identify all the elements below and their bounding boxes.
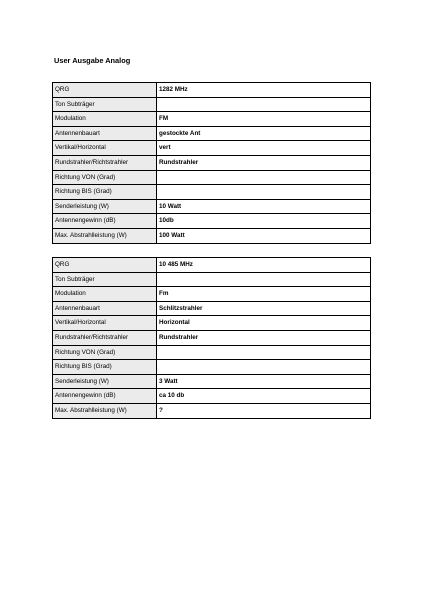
- row-label: Antennenbauart: [53, 126, 157, 141]
- table-row: [53, 403, 371, 418]
- row-value: 10 Watt: [157, 199, 371, 214]
- row-label: Rundstrahler/Richtstrahler: [53, 155, 157, 170]
- row-label: QRG: [53, 83, 157, 98]
- row-label: Max. Abstrahlleistung (W): [53, 403, 157, 418]
- row-value: Rundstrahler: [157, 330, 371, 345]
- table-row: [53, 316, 371, 331]
- table-row: [53, 330, 371, 345]
- spec-table-1: [52, 82, 371, 244]
- table-row: [53, 360, 371, 375]
- table-row: [53, 83, 371, 98]
- row-value: [157, 360, 371, 375]
- row-value: gestockte Ant: [157, 126, 371, 141]
- row-label: Antennenbauart: [53, 301, 157, 316]
- row-value: Rundstrahler: [157, 155, 371, 170]
- row-label: Richtung VON (Grad): [53, 170, 157, 185]
- table-row: [53, 170, 371, 185]
- row-value: ?: [157, 403, 371, 418]
- row-value: Horizontal: [157, 316, 371, 331]
- table-row: [53, 389, 371, 404]
- table-row: [53, 214, 371, 229]
- row-value: Schlitzstrahler: [157, 301, 371, 316]
- table-row: [53, 258, 371, 273]
- table-row: [53, 126, 371, 141]
- table-row: [53, 374, 371, 389]
- row-label: Vertikal/Horizontal: [53, 141, 157, 156]
- row-label: Modulation: [53, 287, 157, 302]
- table-row: [53, 185, 371, 200]
- row-value: Fm: [157, 287, 371, 302]
- table-row: [53, 155, 371, 170]
- row-label: Vertikal/Horizontal: [53, 316, 157, 331]
- row-value: 10db: [157, 214, 371, 229]
- table-row: [53, 97, 371, 112]
- row-value: ca 10 db: [157, 389, 371, 404]
- table-row: [53, 112, 371, 127]
- row-label: Senderleistung (W): [53, 374, 157, 389]
- row-value: 1282 MHz: [157, 83, 371, 98]
- row-value: FM: [157, 112, 371, 127]
- row-label: Richtung BIS (Grad): [53, 185, 157, 200]
- row-label: Richtung BIS (Grad): [53, 360, 157, 375]
- table-row: [53, 228, 371, 243]
- row-label: QRG: [53, 258, 157, 273]
- row-label: Modulation: [53, 112, 157, 127]
- page-title: User Ausgabe Analog: [54, 56, 131, 65]
- row-label: Richtung VON (Grad): [53, 345, 157, 360]
- row-value: vert: [157, 141, 371, 156]
- row-label: Max. Abstrahlleistung (W): [53, 228, 157, 243]
- row-value: [157, 345, 371, 360]
- table-row: [53, 345, 371, 360]
- row-label: Ton Subträger: [53, 272, 157, 287]
- row-value: 10 485 MHz: [157, 258, 371, 273]
- table-row: [53, 301, 371, 316]
- table-row: [53, 199, 371, 214]
- row-value: [157, 170, 371, 185]
- row-label: Antennengewinn (dB): [53, 389, 157, 404]
- row-value: 3 Watt: [157, 374, 371, 389]
- spec-table-2: [52, 257, 371, 419]
- table-row: [53, 272, 371, 287]
- row-value: 100 Watt: [157, 228, 371, 243]
- row-label: Rundstrahler/Richtstrahler: [53, 330, 157, 345]
- table-row: [53, 141, 371, 156]
- row-label: Senderleistung (W): [53, 199, 157, 214]
- row-value: [157, 185, 371, 200]
- row-label: Antennengewinn (dB): [53, 214, 157, 229]
- row-value: [157, 272, 371, 287]
- table-row: [53, 287, 371, 302]
- row-label: Ton Subträger: [53, 97, 157, 112]
- row-value: [157, 97, 371, 112]
